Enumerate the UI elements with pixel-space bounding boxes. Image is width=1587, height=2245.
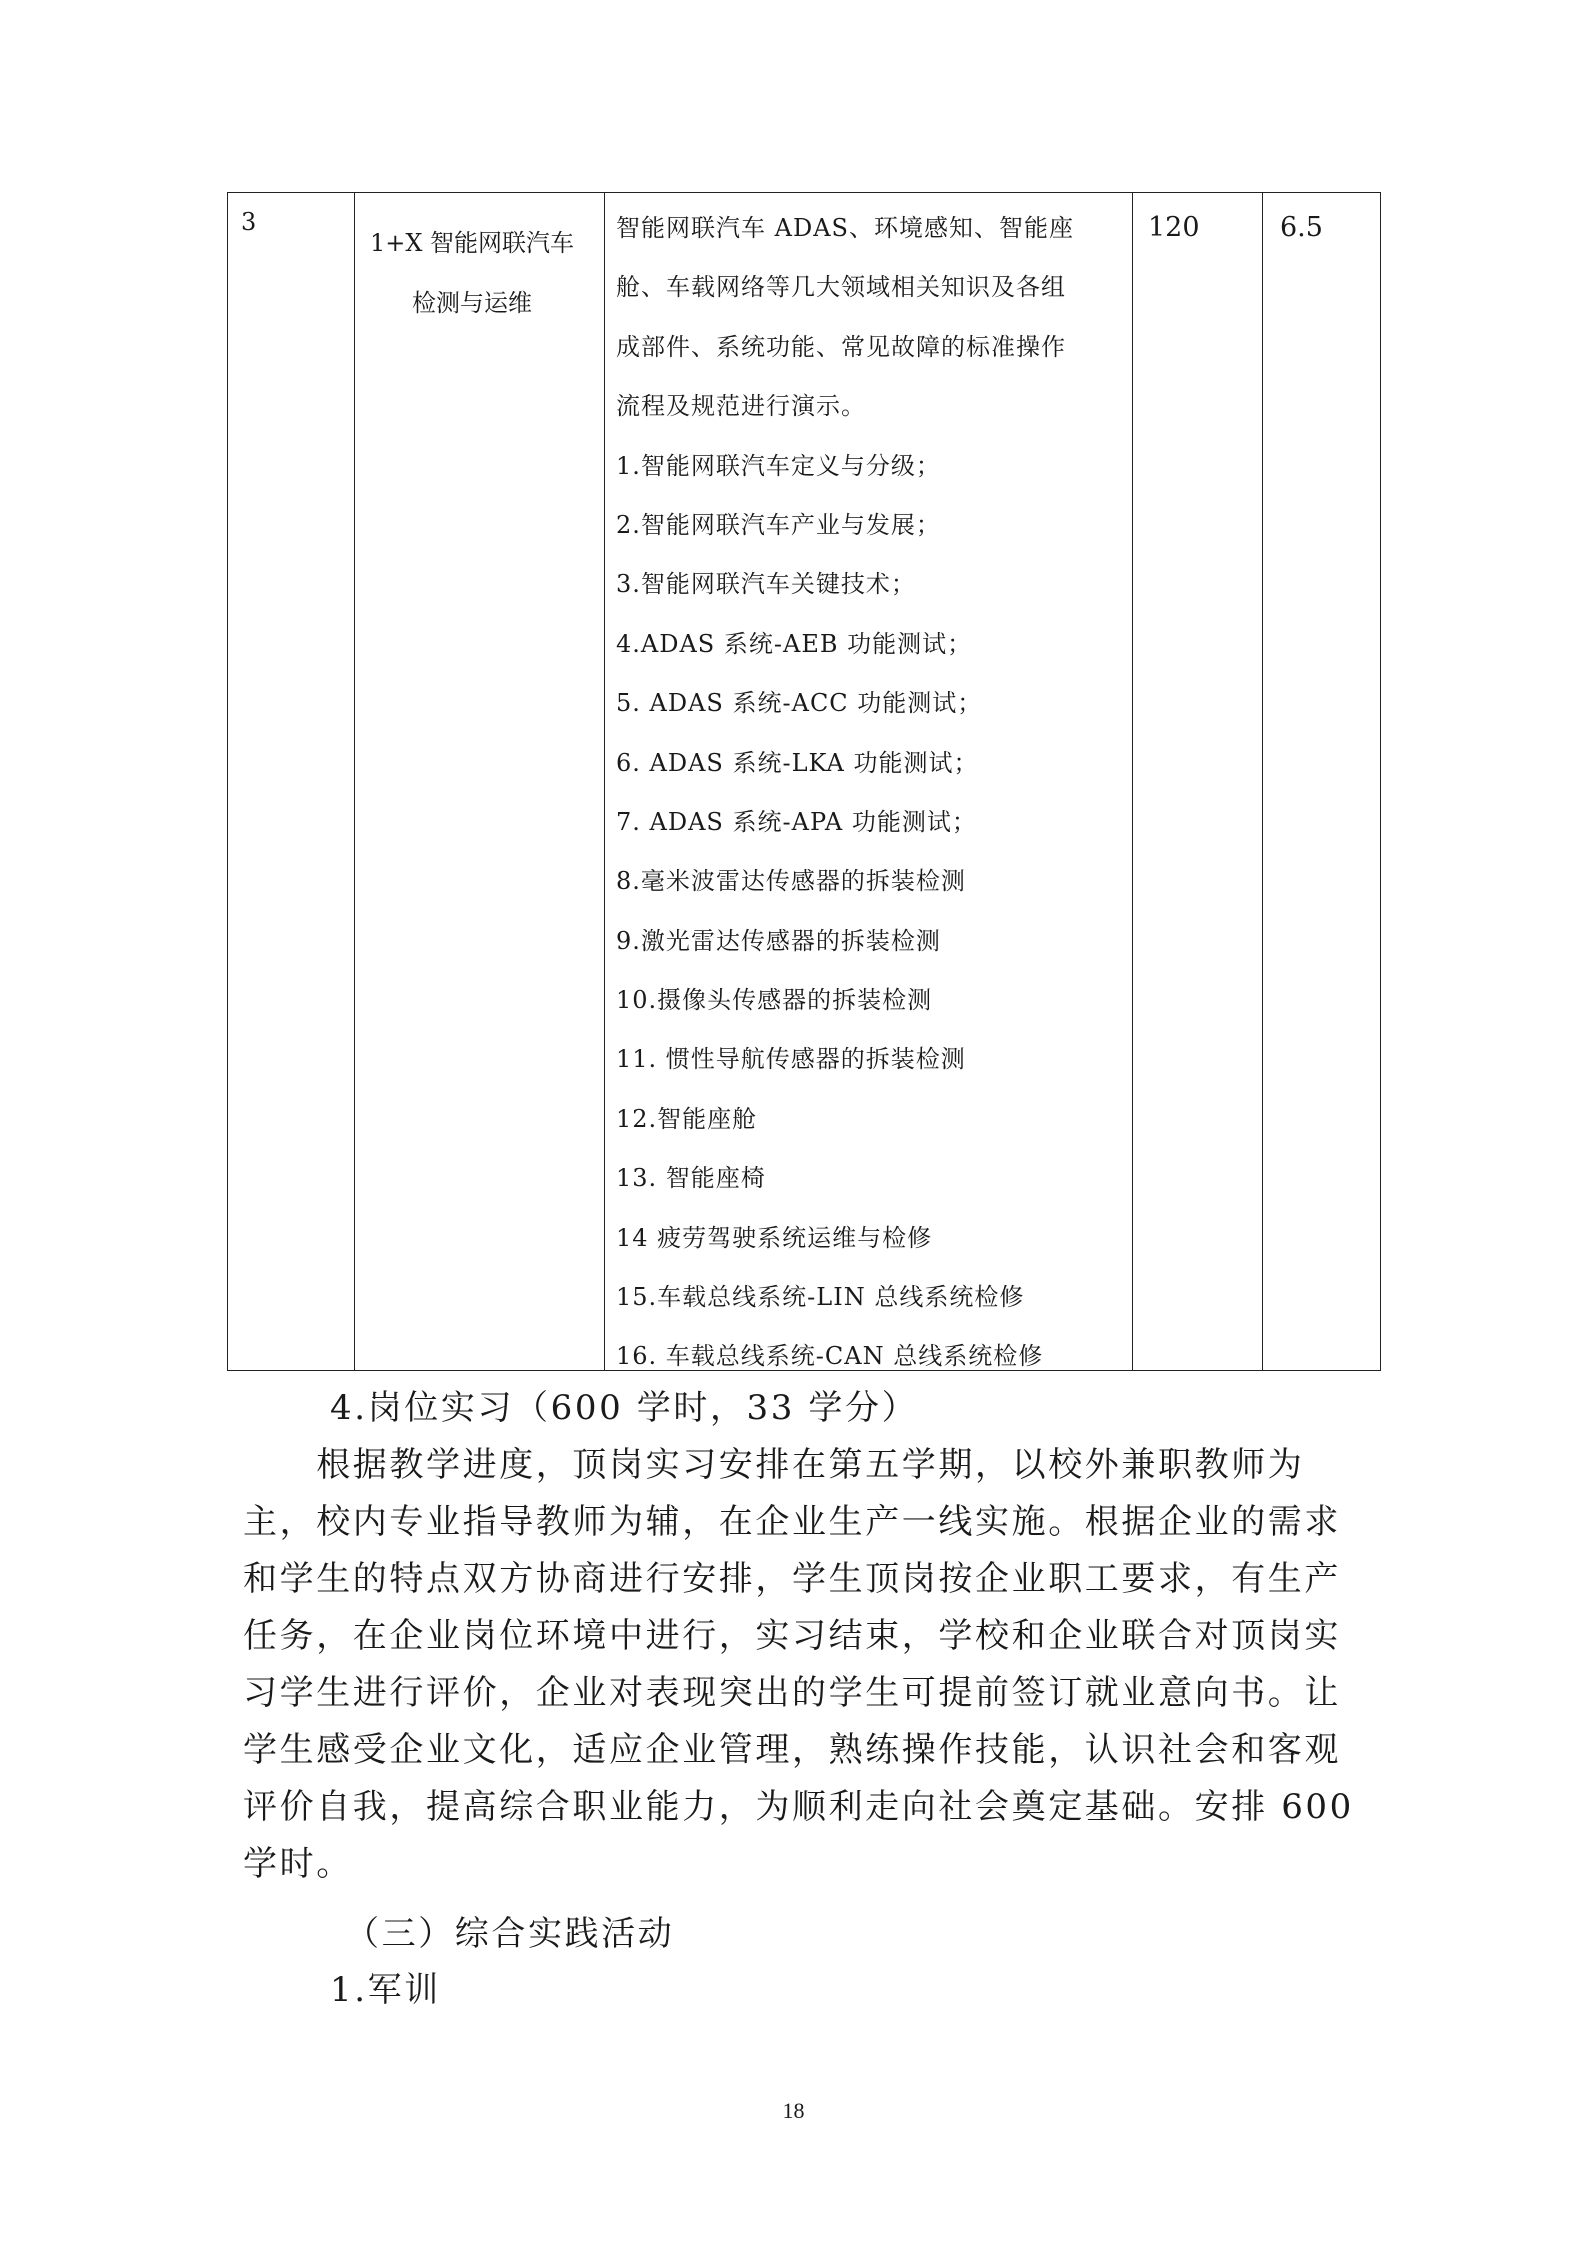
- column-divider: [1132, 193, 1133, 1370]
- column-divider: [604, 193, 605, 1370]
- body-line: 习学生进行评价，企业对表现突出的学生可提前签订就业意向书。让: [243, 1673, 1341, 1713]
- content-line: 舱、车载网络等几大领域相关知识及各组: [616, 273, 1066, 302]
- column-divider: [1262, 193, 1263, 1370]
- content-line: 6. ADAS 系统-LKA 功能测试；: [616, 748, 979, 777]
- content-line: 5. ADAS 系统-ACC 功能测试；: [616, 689, 983, 718]
- content-line: 10.摄像头传感器的拆装检测: [616, 986, 933, 1015]
- course-name-line: 1+X 智能网联汽车: [369, 229, 575, 257]
- section-3-heading: （三）综合实践活动: [345, 1914, 675, 1954]
- body-line: 学生感受企业文化，适应企业管理，熟练操作技能，认识社会和客观: [243, 1730, 1341, 1770]
- subsection-1-heading: 1.军训: [330, 1970, 441, 2010]
- section-4-heading: 4.岗位实习（600 学时，33 学分）: [330, 1388, 919, 1428]
- content-line: 2.智能网联汽车产业与发展；: [616, 510, 941, 539]
- section-4-body: [243, 1437, 1355, 1893]
- body-line: 主，校内专业指导教师为辅，在企业生产一线实施。根据企业的需求: [243, 1502, 1341, 1542]
- body-line: 评价自我，提高综合职业能力，为顺利走向社会奠定基础。安排 600: [243, 1787, 1354, 1827]
- body-line: 根据教学进度，顶岗实习安排在第五学期，以校外兼职教师为: [243, 1445, 1305, 1485]
- page-number: 18: [782, 2098, 805, 2123]
- column-divider: [354, 193, 355, 1370]
- course-credits: 6.5: [1280, 212, 1323, 243]
- course-name: [356, 213, 588, 333]
- content-line: 16. 车载总线系统-CAN 总线系统检修: [616, 1342, 1044, 1371]
- content-line: 11. 惯性导航传感器的拆装检测: [616, 1045, 966, 1074]
- content-line: 智能网联汽车 ADAS、环境感知、智能座: [616, 214, 1074, 242]
- content-line: 流程及规范进行演示。: [616, 392, 866, 421]
- body-line: 和学生的特点双方协商进行安排，学生顶岗按企业职工要求，有生产: [243, 1559, 1341, 1599]
- content-line: 15.车载总线系统-LIN 总线系统检修: [616, 1283, 1025, 1312]
- content-line: 14 疲劳驾驶系统运维与检修: [616, 1223, 933, 1252]
- content-line: 12.智能座舱: [616, 1104, 758, 1133]
- content-line: 3.智能网联汽车关键技术；: [616, 570, 916, 599]
- content-line: 4.ADAS 系统-AEB 功能测试；: [616, 629, 973, 658]
- content-line: 13. 智能座椅: [616, 1164, 766, 1193]
- content-line: 7. ADAS 系统-APA 功能测试；: [616, 807, 977, 836]
- body-line: 任务，在企业岗位环境中进行，实习结束，学校和企业联合对顶岗实: [243, 1616, 1341, 1656]
- body-line: 学时。: [243, 1844, 353, 1884]
- content-line: 8.毫米波雷达传感器的拆装检测: [616, 867, 966, 896]
- content-line: 9.激光雷达传感器的拆装检测: [616, 926, 941, 955]
- course-name-line: 检测与运维: [412, 289, 532, 317]
- row-number: 3: [241, 208, 257, 236]
- course-hours: 120: [1148, 212, 1200, 243]
- course-table: [227, 192, 1381, 1371]
- course-content: [616, 213, 1116, 1401]
- content-line: 成部件、系统功能、常见故障的标准操作: [616, 332, 1066, 361]
- content-line: 1.智能网联汽车定义与分级；: [616, 451, 941, 480]
